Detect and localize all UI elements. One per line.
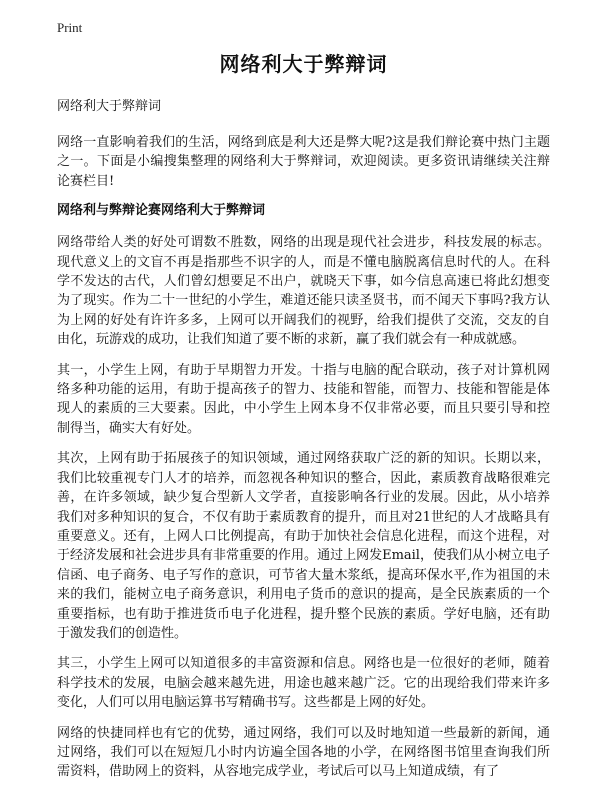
article-subtitle: 网络利大于弊辩词: [57, 99, 162, 114]
print-link[interactable]: Print: [57, 20, 83, 35]
body-paragraph: 网络带给人类的好处可谓数不胜数，网络的出现是现代社会进步，科技发展的标志。现代意义上的文盲不再是指那些不识字的人，而是不懂电脑脱离信息时代的人。在科学不发达的古代，人们曾幻想要足不出户，就晓天下事，如今信息高速已将此幻想变为了现实。作为二十一世纪的小学生，难道还能只读圣贤书，而不闻天下事吗?我方认为上网的好处有许许多多，上网可以开阔我们的视野，给我们提供了交流，交友的自由化，玩游戏的成功，让我们知道了要不断的求新，赢了我们就会有一种成就感。: [57, 235, 550, 348]
intro-paragraph: 网络一直影响着我们的生活，网络到底是利大还是弊大呢?这是我们辩论赛中热门主题之一。下面是小编搜集整理的网络利大于弊辩词，欢迎阅读。更多资讯请继续关注辩论赛栏目!: [57, 135, 550, 189]
article-body: [57, 50, 550, 793]
body-paragraph: 其次，上网有助于拓展孩子的知识领域，通过网络获取广泛的新的知识。长期以来，我们比较重视专门人才的培养，而忽视各种知识的整合，因此，素质教育战略很难完善，在许多领域，缺少复合型新人文学者，直接影响各行业的发展。因此，从小培养我们对多种知识的复合，不仅有助于素质教育的提升，而且对21世纪的人才战略具有重要意义。还有，上网人口比例提高，有助于加快社会信息化进程，而这个进程，对于经济发展和社会进步具有非常重要的作用。通过上网发Email，使我们从小树立电子信函、电子商务、电子写作的意识，可节省大量木浆纸，提高环保水平,作为祖国的未来的我们，能树立电子商务意识，利用电子货币的意识的提高，是全民族素质的一个重要指标，也有助于推进货币电子化进程，提升整个民族的素质。学好电脑，还有助于激发我们的创造性。: [57, 451, 550, 641]
section-heading: 网络利与弊辩论赛网络利大于弊辩词: [57, 203, 266, 219]
body-paragraph: 其一，小学生上网，有助于早期智力开发。十指与电脑的配合联动，孩子对计算机网络多种功能的运用，有助于提高孩子的智力、技能和智能，而智力、技能和智能是体现人的素质的三大要素。因此，中小学生上网本身不仅非常必要，而且只要引导和控制得当，确实大有好处。: [57, 362, 550, 436]
page-title: 网络利大于弊辩词: [219, 52, 388, 76]
body-paragraph: 其三，小学生上网可以知道很多的丰富资源和信息。网络也是一位很好的老师，随着科学技术的发展，电脑会越来越先进，用途也越来越广泛。它的出现给我们带来许多变化，人们可以用电脑运算书写精确书写。这些都是上网的好处。: [57, 656, 550, 711]
body-paragraph: 网络的快捷同样也有它的优势，通过网络，我们可以及时地知道一些最新的新闻，通过网络，我们可以在短短几小时内访遍全国各地的小学，在网络图书馆里查询我们所需资料，借助网上的资料，从容地完成学业，考试后可以马上知道成绩，有了: [57, 725, 550, 780]
